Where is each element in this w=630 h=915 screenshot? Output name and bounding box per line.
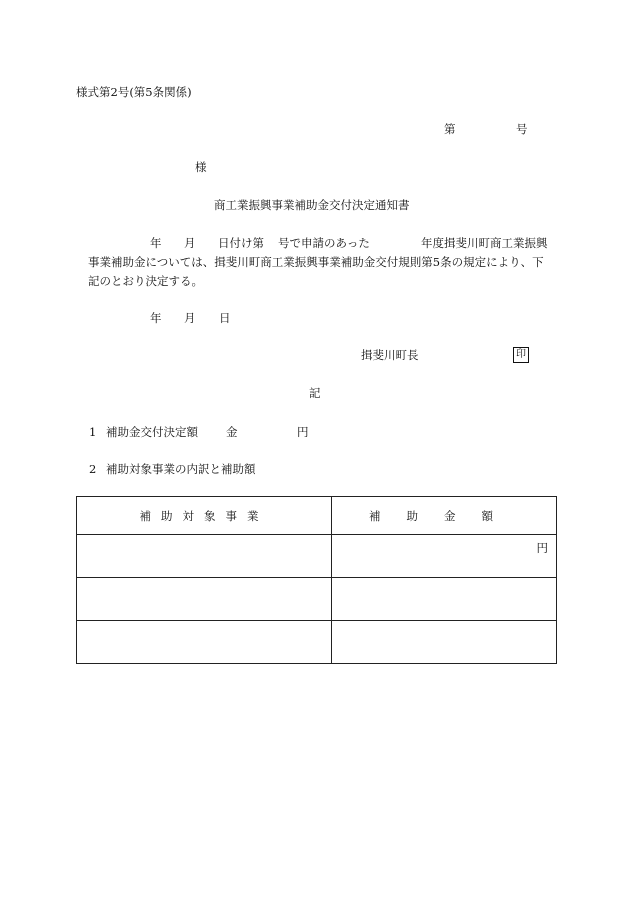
- project-cell: [77, 621, 332, 664]
- seal-mark: 印: [513, 347, 529, 363]
- table-row: [77, 621, 557, 664]
- date-day: 日: [219, 311, 231, 325]
- body-line3: 記のとおり決定する。: [88, 274, 203, 288]
- document-number-dai: 第: [444, 122, 456, 136]
- amount-cell: [332, 621, 557, 664]
- issuer-name: 揖斐川町長: [361, 348, 419, 362]
- item-1-number: 1: [89, 425, 97, 439]
- project-cell: [77, 578, 332, 621]
- item-1-kin: 金: [226, 425, 238, 439]
- body-line1-year: 年: [150, 236, 162, 250]
- body-line1-day: 日付け第: [218, 236, 264, 250]
- ki-heading: 記: [309, 386, 321, 400]
- document-title: 商工業振興事業補助金交付決定通知書: [214, 198, 410, 212]
- date-month: 月: [184, 311, 196, 325]
- project-cell: [77, 535, 332, 578]
- subsidy-breakdown-table: [76, 496, 557, 664]
- header-subsidy-amount: 補助金額: [332, 497, 557, 535]
- body-line1-tail: 年度揖斐川町商工業振興: [421, 236, 548, 250]
- amount-cell: 円: [332, 535, 557, 578]
- table-header-row: [77, 497, 557, 535]
- body-line1-month: 月: [184, 236, 196, 250]
- item-2-label: 補助対象事業の内訳と補助額: [106, 462, 256, 476]
- form-number-label: 様式第2号(第5条関係): [76, 85, 192, 99]
- table-row: [77, 578, 557, 621]
- amount-cell: [332, 578, 557, 621]
- item-1-yen: 円: [297, 425, 309, 439]
- body-line2: 事業補助金については、揖斐川町商工業振興事業補助金交付規則第5条の規定により、下: [88, 255, 544, 269]
- header-subsidy-project: 補助対象事業: [77, 497, 332, 535]
- addressee-suffix: 様: [195, 160, 207, 174]
- item-1-label: 補助金交付決定額: [106, 425, 198, 439]
- item-2-number: 2: [89, 462, 97, 476]
- table-row: [77, 535, 557, 578]
- body-line1-request: 号で申請のあった: [278, 236, 370, 250]
- document-number-go: 号: [516, 122, 528, 136]
- date-year: 年: [150, 311, 162, 325]
